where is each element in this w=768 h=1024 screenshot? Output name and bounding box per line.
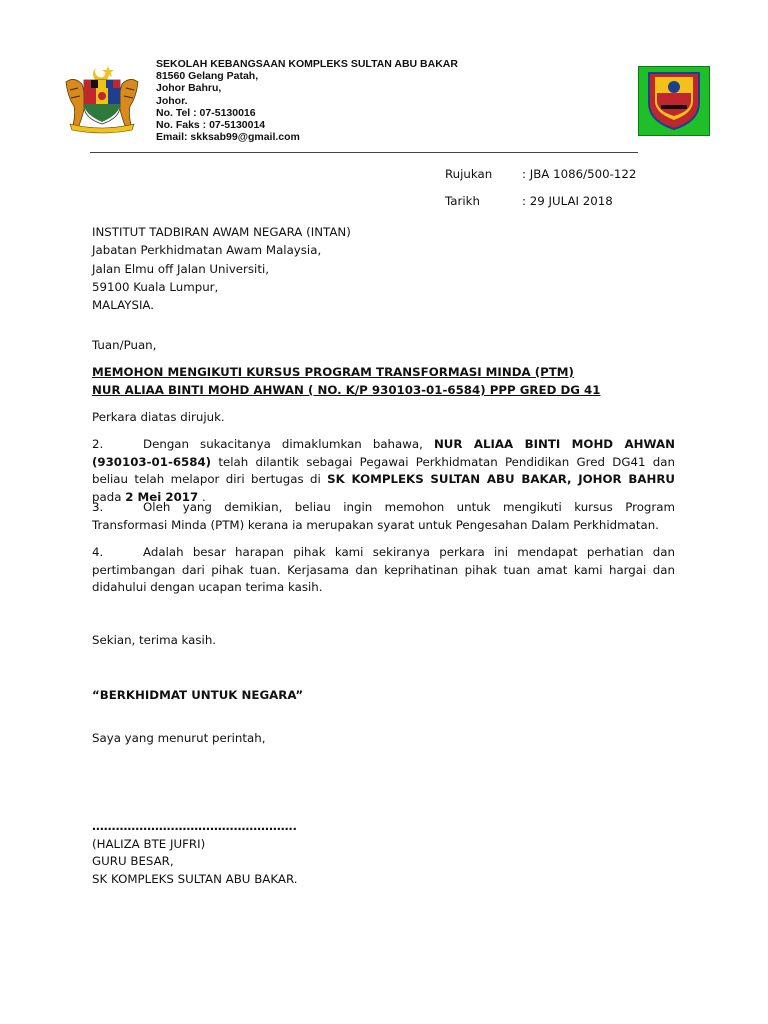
fax-number: No. Faks : 07-5130014 xyxy=(156,119,266,132)
school-name: SEKOLAH KEBANGSAAN KOMPLEKS SULTAN ABU BAKAR xyxy=(156,58,458,70)
subject-line-2: NUR ALIAA BINTI MOHD AHWAN ( NO. K/P 930103-01-6584) PPP GRED DG 41 xyxy=(92,383,601,397)
obedient-line: Saya yang menurut perintah, xyxy=(92,731,266,745)
signature-dots: ……………………………………………. xyxy=(92,819,298,833)
closing-line: Sekian, terima kasih. xyxy=(92,633,217,647)
email-address: Email: skksab99@gmail.com xyxy=(156,131,300,144)
signatory-name: (HALIZA BTE JUFRI) xyxy=(92,836,206,851)
school-crest-icon xyxy=(638,66,710,136)
recipient-line: Jabatan Perkhidmatan Awam Malaysia, xyxy=(92,243,322,258)
recipient-name: INSTITUT TADBIRAN AWAM NEGARA (INTAN) xyxy=(92,225,351,239)
paragraph-3: 3. Oleh yang demikian, beliau ingin memohon untuk mengikuti kursus Program Transformasi Minda (PTM) kerana ia merupakan syarat untuk Pengesahan Dalam Perkhidmatan. xyxy=(92,500,675,532)
recipient-line: MALAYSIA. xyxy=(92,298,155,313)
paragraph-number: 2. xyxy=(92,437,104,451)
subject-line-1: MEMOHON MENGIKUTI KURSUS PROGRAM TRANSFORMASI MINDA (PTM) xyxy=(92,365,574,379)
address-line: Johor. xyxy=(156,94,188,107)
paragraph-number: 4. xyxy=(92,545,104,559)
signatory-school: SK KOMPLEKS SULTAN ABU BAKAR. xyxy=(92,871,298,886)
letterhead xyxy=(156,58,458,143)
address-line: Johor Bahru, xyxy=(156,82,222,95)
date-label: Tarikh xyxy=(445,194,480,208)
signatory-title: GURU BESAR, xyxy=(92,854,174,868)
reference-value: : JBA 1086/500-122 xyxy=(522,167,637,181)
paragraph-2: 2. Dengan sukacitanya dimaklumkan bahawa, NUR ALIAA BINTI MOHD AHWAN (930103-01-6584) telah dilantik sebagai Pegawai Perkhidmatan Pendidikan Gred DG41 dan beliau telah melapor diri bertugas di SK KOMPLEKS SULTAN ABU BAKAR, JOHOR BAHRU pada 2 Mei 2017 . xyxy=(92,437,676,505)
address-line: 81560 Gelang Patah, xyxy=(156,70,259,83)
header-divider xyxy=(90,152,638,153)
coat-of-arms-icon xyxy=(60,64,144,134)
salutation: Tuan/Puan, xyxy=(92,338,157,352)
paragraph-number: 3. xyxy=(92,500,104,514)
phone-number: No. Tel : 07-5130016 xyxy=(156,106,256,119)
recipient-line: Jalan Elmu off Jalan Universiti, xyxy=(92,261,269,276)
motto: “BERKHIDMAT UNTUK NEGARA” xyxy=(92,688,304,702)
date-value: : 29 JULAI 2018 xyxy=(522,194,613,208)
recipient-address xyxy=(92,223,351,314)
recipient-line: 59100 Kuala Lumpur, xyxy=(92,279,219,294)
paragraph-4: 4. Adalah besar harapan pihak kami sekiranya perkara ini mendapat perhatian dan pertimbangan dari pihak tuan. Kerjasama dan keprihatinan pihak tuan amat kami hargai dan didahului dengan ucapan terima kasih. xyxy=(92,545,675,595)
reference-label: Rujukan xyxy=(445,167,493,181)
paragraph-1: Perkara diatas dirujuk. xyxy=(92,410,225,424)
signature-block xyxy=(92,818,297,888)
